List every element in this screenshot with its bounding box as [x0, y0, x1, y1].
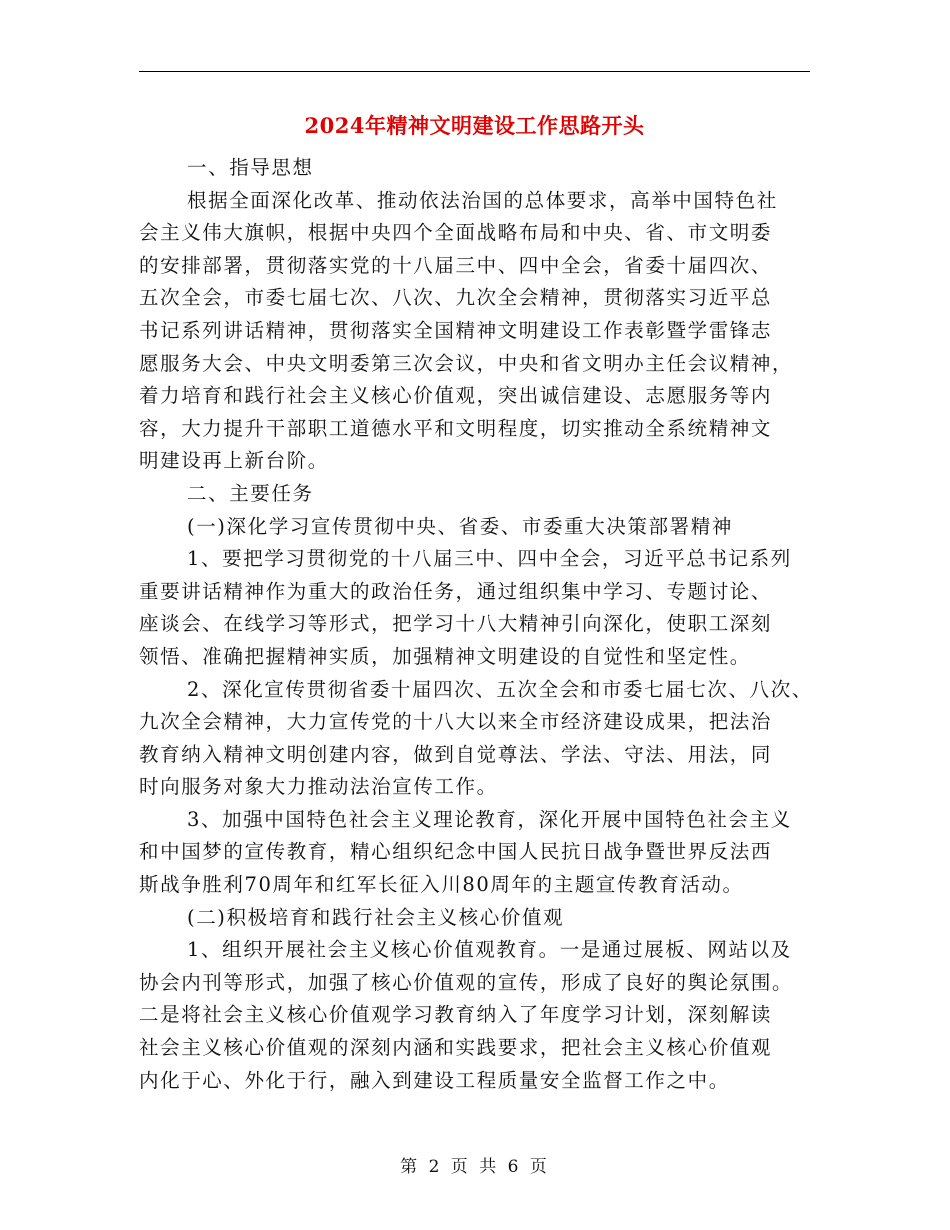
- document-line: 五次全会，市委七届七次、八次、九次全会精神，贯彻落实习近平总: [139, 286, 773, 310]
- document-body: [139, 152, 813, 1097]
- document-line: 会主义伟大旗帜，根据中央四个全面战略布局和中央、省、市文明委: [139, 221, 773, 245]
- document-line: 九次全会精神，大力宣传党的十八大以来全市经济建设成果，把法治: [139, 710, 773, 734]
- document-line: 根据全面深化改革、推动依法治国的总体要求，高举中国特色社: [187, 188, 778, 212]
- document-line: 容，大力提升干部职工道德水平和文明程度，切实推动全系统精神文: [139, 416, 773, 440]
- document-line: 二、主要任务: [187, 481, 314, 505]
- document-line: 书记系列讲话精神，贯彻落实全国精神文明建设工作表彰暨学雷锋志: [139, 318, 773, 342]
- document-line: 时向服务对象大力推动法治宣传工作。: [139, 775, 498, 799]
- page-footer: 第 2 页 共 6 页: [400, 1157, 550, 1177]
- document-line: 1、要把学习贯彻党的十八届三中、四中全会，习近平总书记系列: [187, 547, 792, 571]
- document-line: 的安排部署，贯彻落实党的十八届三中、四中全会，省委十届四次、: [139, 253, 773, 277]
- document-line: 座谈会、在线学习等形式，把学习十八大精神引向深化，使职工深刻: [139, 612, 773, 636]
- document-line: 领悟、准确把握精神实质，加强精神文明建设的自觉性和坚定性。: [139, 644, 751, 668]
- document-line: 明建设再上新台阶。: [139, 449, 329, 473]
- document-line: 教育纳入精神文明创建内容，做到自觉尊法、学法、守法、用法，同: [139, 742, 773, 766]
- document-line: (二)积极培育和践行社会主义核心价值观: [187, 905, 565, 929]
- document-title: 2024年精神文明建设工作思路开头: [304, 113, 645, 138]
- document-line: 协会内刊等形式，加强了核心价值观的宣传，形成了良好的舆论氛围。: [139, 970, 794, 994]
- document-line: 和中国梦的宣传教育，精心组织纪念中国人民抗日战争暨世界反法西: [139, 840, 773, 864]
- header-rule: [139, 71, 810, 72]
- document-line: 着力培育和践行社会主义核心价值观，突出诚信建设、志愿服务等内: [139, 384, 773, 408]
- document-line: 2、深化宣传贯彻省委十届四次、五次全会和市委七届七次、八次、: [187, 677, 813, 701]
- document-line: 1、组织开展社会主义核心价值观教育。一是通过展板、网站以及: [187, 938, 792, 962]
- document-line: 重要讲话精神作为重大的政治任务，通过组织集中学习、专题讨论、: [139, 579, 773, 603]
- document-line: 社会主义核心价值观的深刻内涵和实践要求，把社会主义核心价值观: [139, 1036, 773, 1060]
- document-line: 3、加强中国特色社会主义理论教育，深化开展中国特色社会主义: [187, 807, 792, 831]
- document-line: 斯战争胜利70周年和红军长征入川80周年的主题宣传教育活动。: [139, 873, 744, 897]
- document-line: (一)深化学习宣传贯彻中央、省委、市委重大决策部署精神: [187, 514, 733, 538]
- document-line: 内化于心、外化于行，融入到建设工程质量安全监督工作之中。: [139, 1068, 730, 1092]
- document-line: 二是将社会主义核心价值观学习教育纳入了年度学习计划，深刻解读: [139, 1003, 773, 1027]
- document-line: 一、指导思想: [187, 156, 314, 179]
- document-line: 愿服务大会、中央文明委第三次会议，中央和省文明办主任会议精神，: [139, 351, 794, 375]
